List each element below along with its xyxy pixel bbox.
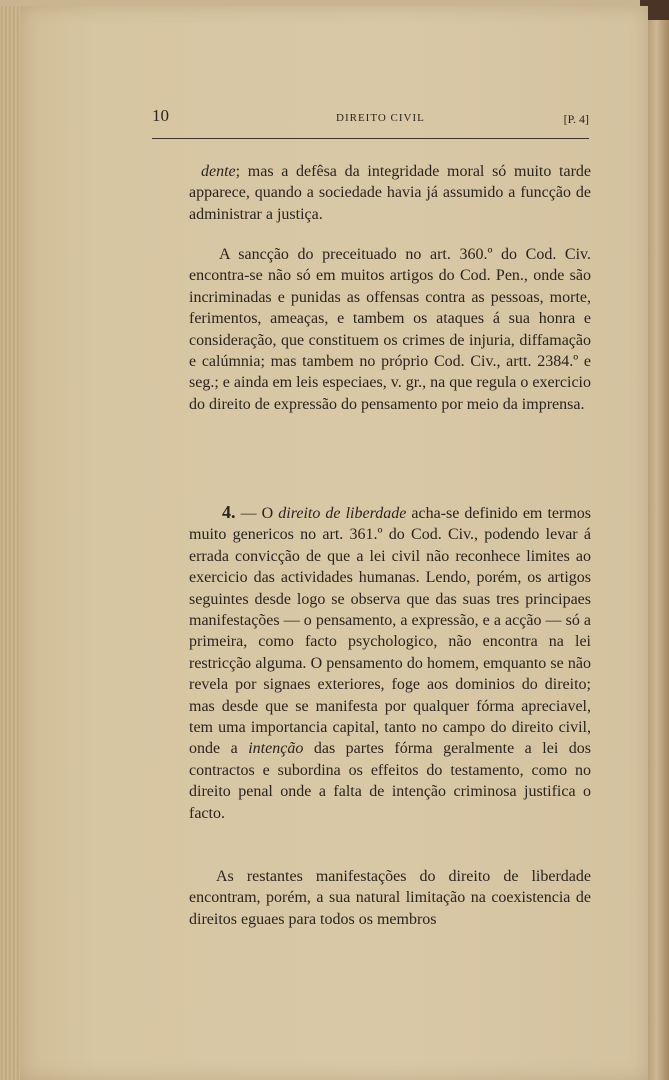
right-page-edge — [648, 20, 669, 1080]
section-dash: — O — [235, 505, 279, 522]
header-rule — [152, 138, 589, 139]
paragraph-3-text-a: acha-se definido em termos muito genericos no art. 361.º do Cod. Civ., podendo levar á errada convicção de que a lei civil não reconhece limites ao exercicio das actividades humanas. Lendo, porém, os artigos seguintes desde logo se observa que das suas tres principaes manifestações — o pensamento, a expressão, e a acção — só a primeira, como facto psychologico, não encontra na lei restricção alguma. O pensamento do homem, emquanto se não revela por signaes exteriores, foge aos dominios do direito; mas desde que se manifesta por qualquer fórma apreciavel, tem uma importancia capital, tanto no campo do direito civil, onde a — [189, 505, 591, 758]
paragraph-3-text-b: das partes fórma geralmente a lei dos contractos e subordina os effeitos do testamento, como no direito penal onde a falta de intenção criminosa justifica o facto. — [189, 740, 592, 822]
paragraph-1 — [189, 161, 591, 225]
page-header — [152, 106, 589, 136]
italic-word: intenção — [248, 740, 304, 758]
paragraph-2-text: A sancção do preceituado no art. 360.º do Cod. Civ. encontra-se não só em muitos artigos do Cod. Pen., onde são incriminadas e punidas as offensas contra as pessoas, morte, ferimentos, ameaças, e tambem os ataques á sua honra e consideração, que constituem os crimes de injuria, diffamação e calúmnia; mas tambem no próprio Cod. Civ., artt. 2384.º e seg.; e ainda em leis especiaes, v. gr., na que regula o exercicio do direito de expressão do pensamento por meio da imprensa. — [189, 246, 591, 413]
running-title: DIREITO CIVIL — [336, 112, 425, 124]
paragraph-1-text: ; mas a defêsa da integridade moral só muito tarde apparece, quando a sociedade havia já assumido a funcção de administrar a justiça. — [189, 163, 591, 223]
section-number: 4. — [222, 502, 236, 522]
italic-term: direito de liberdade — [278, 505, 407, 522]
section-reference: [P. 4] — [563, 112, 589, 126]
paragraph-2 — [189, 244, 591, 415]
page-number: 10 — [152, 106, 169, 125]
paragraph-4-text: As restantes manifestações do direito de liberdade encontram, porém, a sua natural limitação na coexistencia de direitos eguaes para todos os membros — [189, 868, 591, 928]
paragraph-3 — [189, 502, 591, 824]
paragraph-4 — [189, 866, 591, 930]
italic-continuation: dente — [201, 163, 236, 180]
